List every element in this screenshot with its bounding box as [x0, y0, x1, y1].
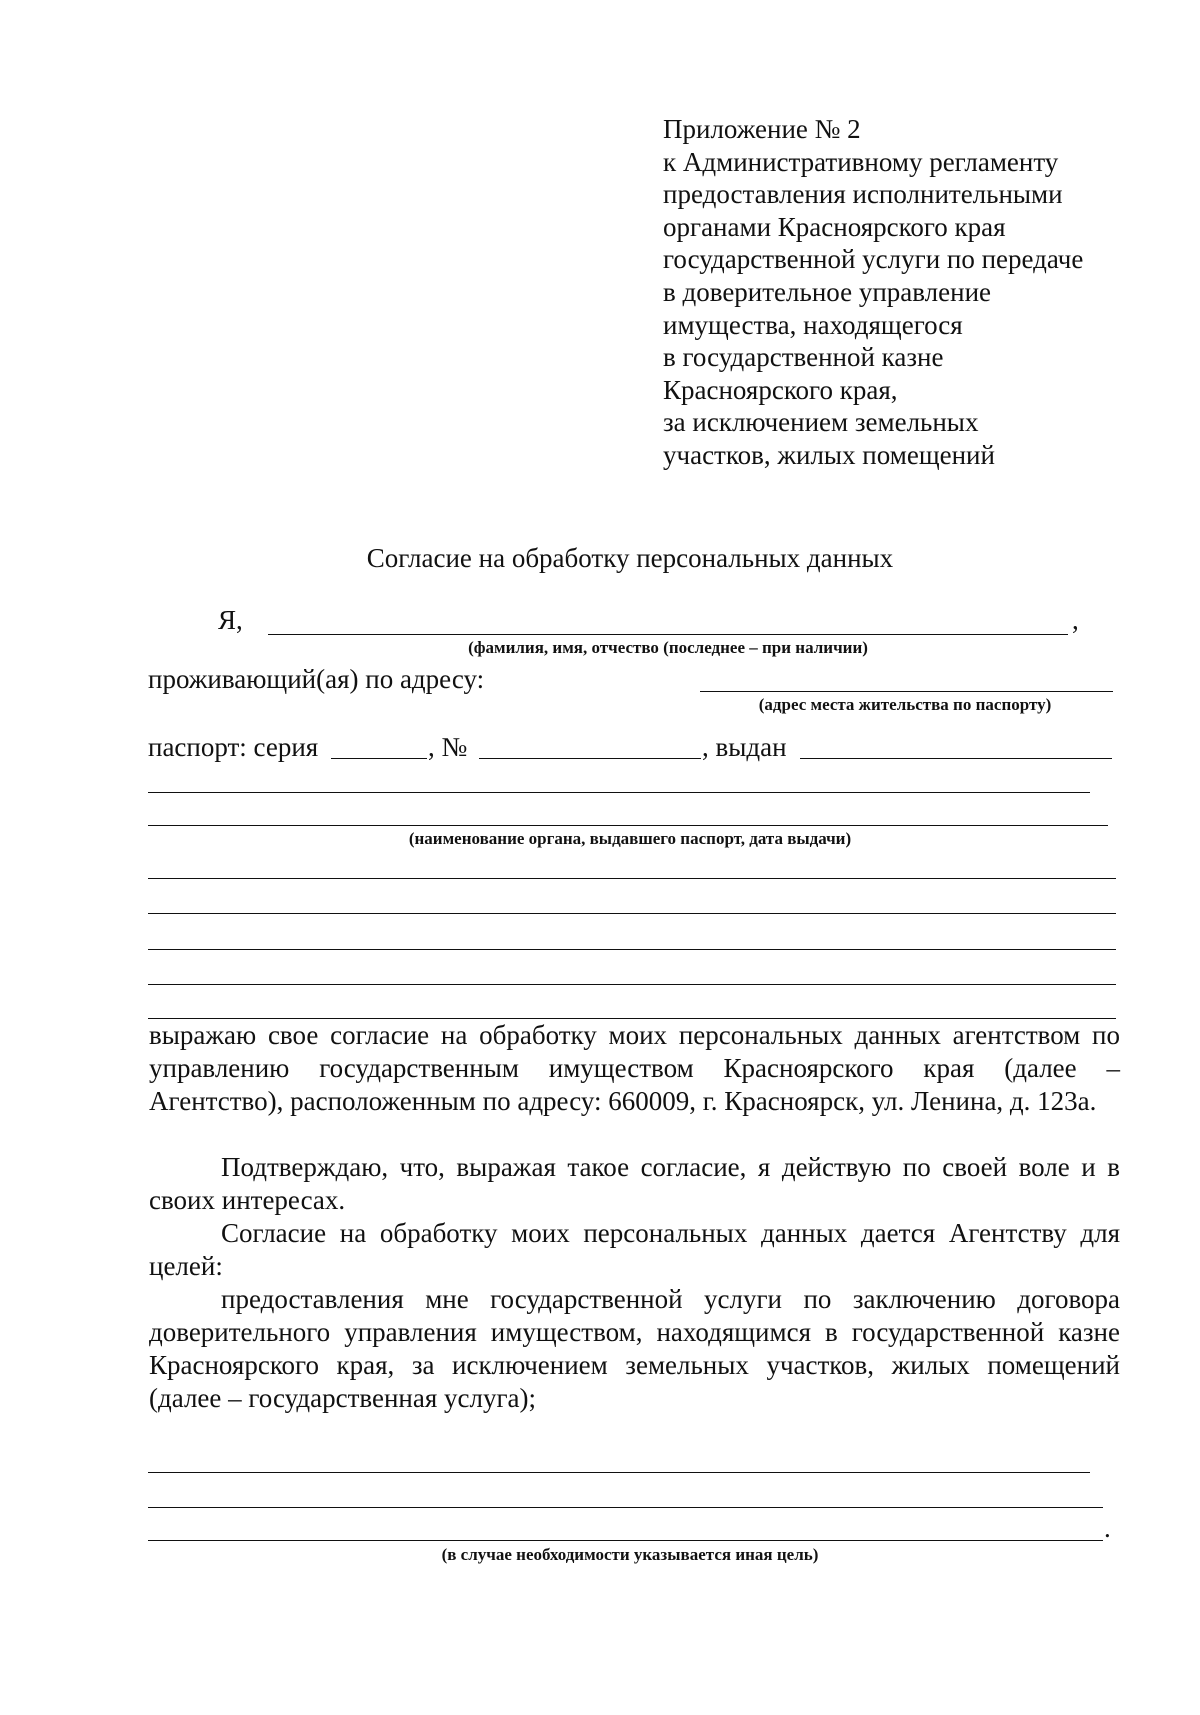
appendix-line: государственной услуги по передаче [663, 244, 1084, 275]
appendix-line: Приложение № 2 [663, 114, 861, 144]
document-title: Согласие на обработку персональных данных [366, 543, 894, 573]
appendix-line: к Административному регламенту [663, 146, 1059, 177]
issuer-field-line[interactable] [148, 792, 1090, 793]
issuer-caption: (наименование органа, выдавшего паспорт, дата выдачи) [408, 829, 852, 848]
appendix-line: за исключением земельных [663, 407, 979, 438]
appendix-line: органами Красноярского края [663, 211, 1006, 242]
appendix-line: предоставления исполнительными [663, 179, 1063, 210]
other-purpose-field-line[interactable] [148, 1540, 1103, 1541]
appendix-line: в государственной казне [663, 342, 944, 373]
blank-field-line[interactable] [148, 878, 1116, 879]
other-purpose-field-line[interactable] [148, 1472, 1090, 1473]
blank-field-line[interactable] [148, 949, 1116, 950]
issuer-field-line[interactable] [148, 825, 1108, 826]
fio-caption: (фамилия, имя, отчество (последнее – при наличии) [468, 638, 868, 657]
free-will-paragraph: Подтверждаю, что, выражая такое согласие, я действую по своей воле и в своих интересах. [149, 1152, 1120, 1215]
end-dot: . [1104, 1513, 1111, 1543]
other-purpose-caption: (в случае необходимости указывается иная цель) [441, 1545, 819, 1564]
other-purpose-field-line[interactable] [148, 1507, 1103, 1508]
blank-field-line[interactable] [148, 913, 1116, 914]
address-label: проживающий(ая) по адресу: [148, 664, 485, 694]
passport-series-label: паспорт: серия [148, 732, 319, 762]
passport-issued-field-line[interactable] [800, 758, 1112, 759]
passport-number-field-line[interactable] [479, 758, 701, 759]
blank-field-line[interactable] [148, 984, 1116, 985]
service-purpose-paragraph: предоставления мне государственной услуги по заключению договора доверительного управления имуществом, находящимся в государственной казне Красноярского края, за исключением земельных участков, жилых помещений (далее – государственная услуга); [149, 1284, 1120, 1413]
passport-series-field-line[interactable] [331, 758, 427, 759]
appendix-line: имущества, находящегося [663, 309, 963, 340]
consent-paragraph: выражаю свое согласие на обработку моих персональных данных агентством по управлению государственным имуществом Красноярского края (далее – Агентство), расположенным по адресу: 660009, г. Красноярск, ул. Ленина, д. 123а. [149, 1020, 1120, 1116]
appendix-block [663, 113, 1083, 472]
fio-field-line[interactable] [268, 634, 1068, 635]
passport-issued-label: , выдан [702, 732, 787, 762]
address-field-line[interactable] [700, 691, 1113, 692]
appendix-line: участков, жилых помещений [663, 439, 995, 470]
appendix-line: в доверительное управление [663, 276, 992, 307]
address-caption: (адрес места жительства по паспорту) [758, 695, 1052, 714]
fio-comma: , [1072, 605, 1079, 635]
i-label: Я, [218, 605, 243, 635]
purposes-paragraph: Согласие на обработку моих персональных данных дается Агентству для целей: [149, 1218, 1120, 1281]
appendix-line: Красноярского края, [663, 374, 898, 405]
passport-number-label: , № [428, 732, 468, 762]
